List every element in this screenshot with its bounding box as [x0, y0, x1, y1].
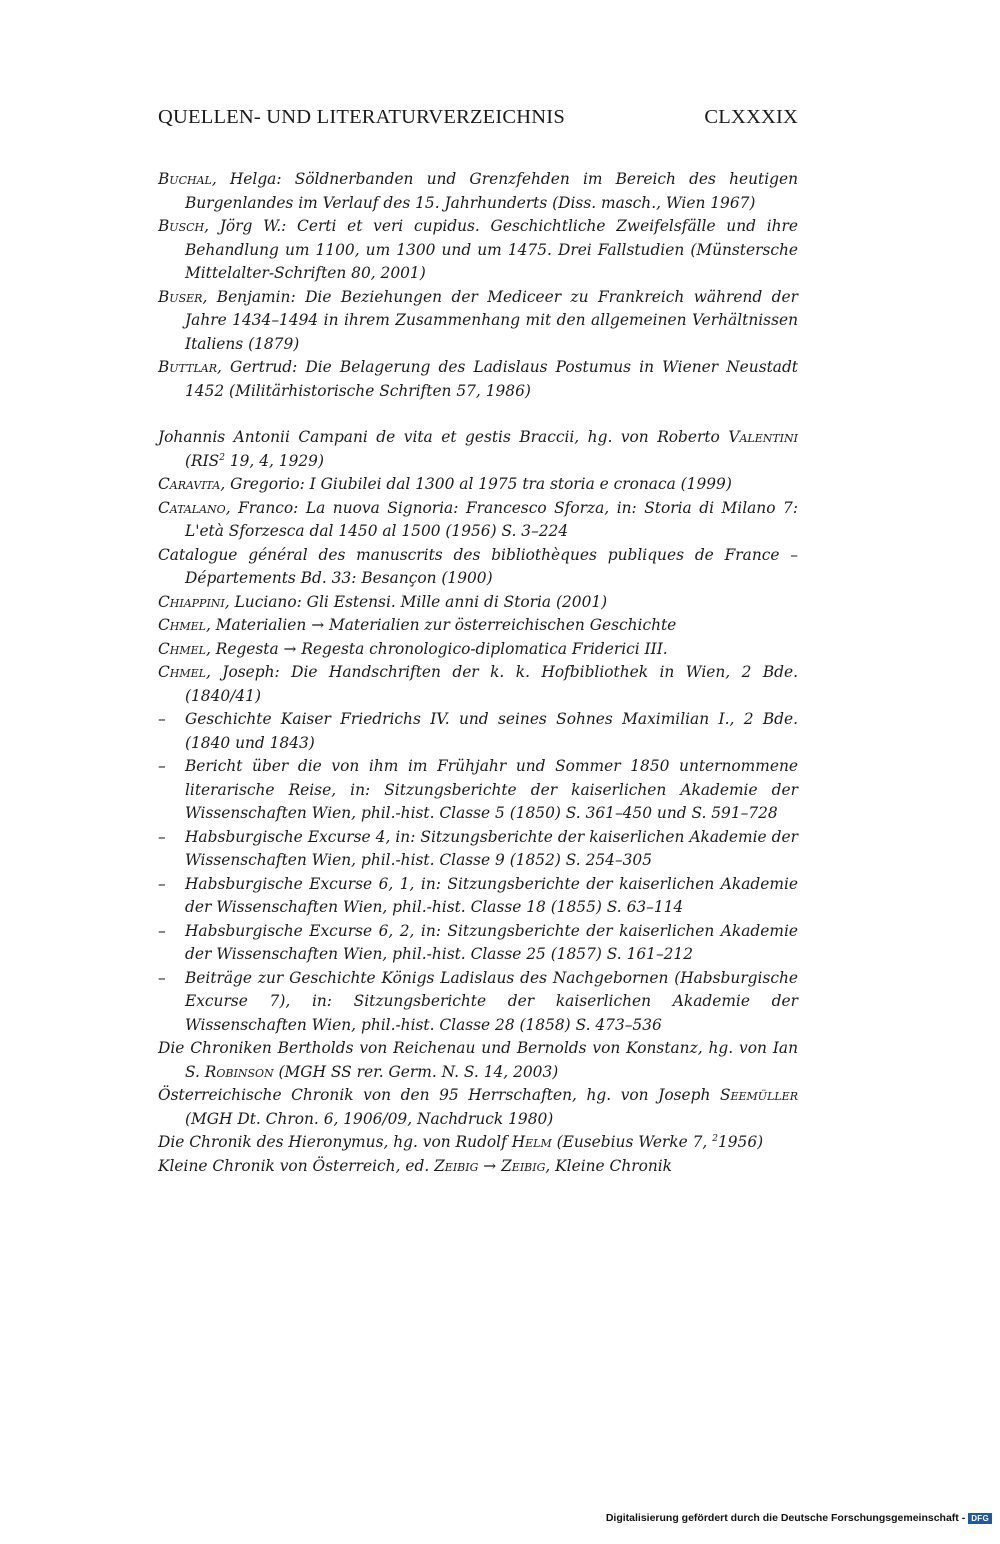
author-name: Zeibig — [501, 1156, 546, 1175]
digitization-footer — [606, 1512, 992, 1524]
entry-text: , Regesta → Regesta chronologico-diplomatica Friderici III. — [205, 639, 668, 658]
entry-text: , Gregorio: I Giubilei dal 1300 al 1975 tra storia e cronaca (1999) — [220, 475, 732, 493]
entry-text: Habsburgische Excurse 4, in: Sitzungsberichte der kaiserlichen Akademie der Wissenschaften Wien, phil.-hist. Classe 9 (1852) S. 254–305 — [185, 827, 798, 869]
bibliography-entry — [158, 614, 798, 638]
bibliography-entry — [158, 544, 798, 591]
bibliography-subentry — [158, 708, 798, 755]
entry-text: (MGH Dt. Chron. 6, 1906/09, Nachdruck 1980) — [185, 1109, 554, 1128]
bibliography-entry — [158, 426, 798, 473]
entry-text: (Eusebius Werke 7, — [551, 1133, 713, 1151]
running-title: QUELLEN- UND LITERATURVERZEICHNIS — [158, 106, 565, 128]
page-body — [158, 106, 798, 1178]
author-name: Catalano — [158, 498, 226, 517]
bibliography-entry — [158, 1084, 798, 1131]
author-name: Busch — [158, 217, 205, 235]
author-name: Seemüller — [719, 1086, 798, 1104]
entry-text: Johannis Antonii Campani de vita et gestis Braccii, hg. von Roberto — [158, 428, 729, 446]
bibliography-subentry — [158, 826, 798, 873]
section-gap — [158, 403, 798, 426]
author-name: Chmel — [158, 639, 206, 658]
entry-text: Beiträge zur Geschichte Königs Ladislaus des Nachgebornen (Habsburgische Excurse 7), in: Sitzungsberichte der kaiserlichen Akademie der Wissenschaften Wien, phil.-hist. Classe 28 (1858) S. 473–536 — [185, 968, 798, 1034]
bibliography-subentry — [158, 967, 798, 1038]
bibliography-entry — [158, 1131, 798, 1155]
entry-text: 1956) — [717, 1133, 764, 1151]
bibliography-subentry — [158, 873, 798, 920]
bibliography-entry — [158, 497, 798, 544]
running-header — [158, 106, 798, 129]
author-name: Buser — [158, 287, 203, 306]
entry-text: Bericht über die von ihm im Frühjahr und Sommer 1850 unternommene literarische Reise, in: Sitzungsberichte der kaiserlichen Akademie der Wissenschaften Wien, phil.-hist. Classe 5 (1850) S. 361–450 und S. 591–728 — [185, 757, 798, 822]
entry-text: Die Chroniken Bertholds von Reichenau und Bernolds von Konstanz, hg. von Ian S. — [158, 1039, 798, 1081]
bibliography-subentry — [158, 755, 798, 826]
bibliography-entry — [158, 1155, 798, 1179]
footer-text: Digitalisierung gefördert durch die Deutsche Forschungsgemeinschaft - — [605, 1512, 966, 1524]
bibliography-entry — [158, 1037, 798, 1084]
entry-text: Geschichte Kaiser Friedrichs IV. und seines Sohnes Maximilian I., 2 Bde. (1840 und 1843) — [185, 710, 798, 752]
entry-text: , Franco: La nuova Signoria: Francesco Sforza, in: Storia di Milano 7: L'età Sforzesca dal 1450 al 1500 (1956) S. 3–224 — [185, 498, 798, 540]
author-name: Zeibig — [434, 1156, 479, 1175]
entry-dash: – — [158, 968, 166, 987]
entry-text: , Helga: Söldnerbanden und Grenzfehden im Bereich des heutigen Burgenlandes im Verlauf des 15. Jahrhunderts (Diss. masch., Wien 1967) — [185, 170, 798, 212]
entry-text: Die Chronik des Hieronymus, hg. von Rudolf — [158, 1133, 512, 1151]
author-name: Chmel — [158, 663, 206, 681]
entry-text: , Gertrud: Die Belagerung des Ladislaus Postumus in Wiener Neustadt 1452 (Militärhistorische Schriften 57, 1986) — [185, 358, 798, 400]
entry-text: (RIS — [185, 451, 220, 470]
dfg-logo: DFG — [968, 1513, 992, 1524]
entry-text: → — [478, 1156, 502, 1175]
edition-superscript: 2 — [219, 452, 225, 463]
bibliography-entry — [158, 591, 798, 615]
entry-text: , Benjamin: Die Beziehungen der Mediceer zu Frankreich während der Jahre 1434–1494 in ihrem Zusammenhang mit den allgemeinen Verhältnissen Italiens (1879) — [185, 287, 798, 353]
entry-text: Habsburgische Excurse 6, 1, in: Sitzungsberichte der kaiserlichen Akademie der Wissenschaften Wien, phil.-hist. Classe 18 (1855) S. 63–114 — [185, 874, 798, 916]
entry-text: Habsburgische Excurse 6, 2, in: Sitzungsberichte der kaiserlichen Akademie der Wissenschaften Wien, phil.-hist. Classe 25 (1857) S. 161–212 — [185, 921, 798, 963]
author-name: Buttlar — [158, 358, 217, 376]
bibliography-entry — [158, 215, 798, 286]
bibliography-subentry — [158, 920, 798, 967]
entry-dash: – — [158, 827, 166, 846]
author-name: Chiappini — [158, 592, 225, 611]
bibliography-list — [158, 168, 798, 1178]
entry-text: Österreichische Chronik von den 95 Herrschaften, hg. von Joseph — [158, 1086, 720, 1104]
entry-dash: – — [158, 757, 166, 775]
author-name: Caravita — [158, 475, 221, 493]
entry-text: Catalogue général des manuscrits des bibliothèques publiques de France – Départements Bd. 33: Besançon (1900) — [158, 545, 798, 587]
author-name: Robinson — [204, 1062, 274, 1081]
entry-text: 19, 4, 1929) — [224, 451, 324, 470]
author-name: Buchal — [158, 170, 212, 188]
edition-superscript: 2 — [712, 1133, 718, 1144]
entry-dash: – — [158, 921, 166, 940]
entry-dash: – — [158, 710, 166, 728]
entry-text: , Luciano: Gli Estensi. Mille anni di Storia (2001) — [224, 592, 608, 611]
entry-text: (MGH SS rer. Germ. N. S. 14, 2003) — [273, 1062, 559, 1081]
bibliography-entry — [158, 286, 798, 357]
entry-text: , Joseph: Die Handschriften der k. k. Hofbibliothek in Wien, 2 Bde. (1840/41) — [185, 663, 798, 705]
author-name: Valentini — [728, 428, 798, 446]
entry-text: , Materialien → Materialien zur österreichischen Geschichte — [205, 616, 677, 634]
bibliography-entry — [158, 473, 798, 497]
entry-dash: – — [158, 874, 166, 893]
entry-text: , Kleine Chronik — [545, 1156, 673, 1175]
page-number: CLXXXIX — [704, 106, 798, 128]
bibliography-entry — [158, 661, 798, 708]
author-name: Chmel — [158, 616, 206, 634]
bibliography-entry — [158, 356, 798, 403]
bibliography-entry — [158, 168, 798, 215]
entry-text: Kleine Chronik von Österreich, ed. — [158, 1156, 435, 1175]
entry-text: , Jörg W.: Certi et veri cupidus. Geschichtliche Zweifelsfälle und ihre Behandlung um 1100, um 1300 und um 1475. Drei Fallstudien (Münstersche Mittelalter-Schriften 80, 2001) — [185, 217, 798, 282]
bibliography-entry — [158, 638, 798, 662]
author-name: Helm — [511, 1133, 552, 1151]
